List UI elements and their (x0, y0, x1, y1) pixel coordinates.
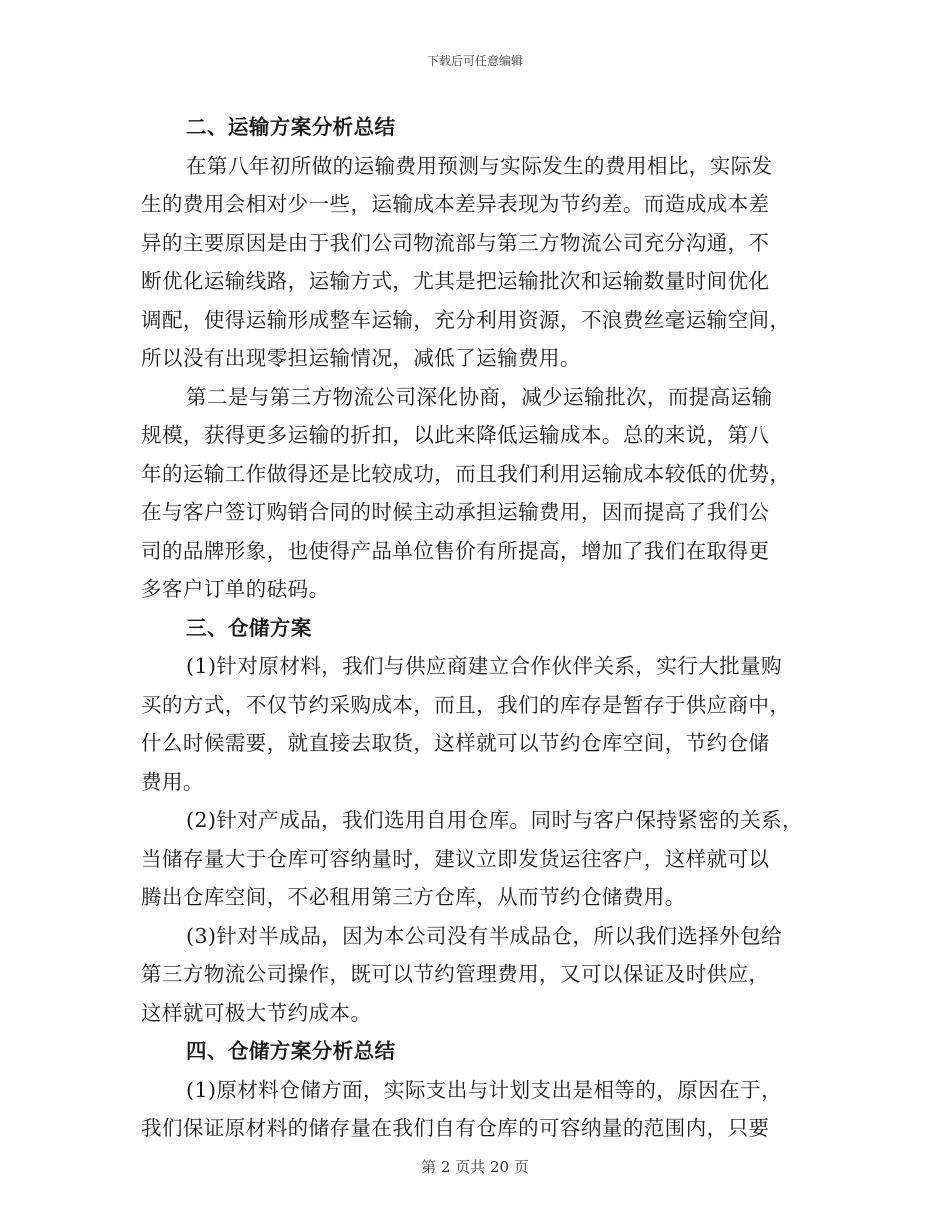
section-heading: 三、仓储方案 (186, 615, 312, 640)
text-line-10: 年的运输工作做得还是比较成功，而且我们利用运输成本较低的优势， (141, 461, 791, 486)
text-line-17: 什么时候需要，就直接去取货，这样就可以节约仓库空间，节约仓储 (141, 731, 770, 755)
text-line-3: 生的费用会相对少一些，运输成本差异表现为节约差。而造成成本差 (141, 192, 770, 216)
section-heading: 四、仓储方案分析总结 (186, 1039, 396, 1063)
text-line-19: (2)针对产成品，我们选用自用仓库。同时与客户保持紧密的关系， (186, 808, 803, 832)
text-line-24: 这样就可极大节约成本。 (141, 1000, 372, 1025)
text-line-23: 第三方物流公司操作，既可以节约管理费用，又可以保证及时供应， (141, 962, 770, 986)
text-line-18: 费用。 (141, 769, 204, 794)
text-line-12: 司的品牌形象，也使得产品单位售价有所提高，增加了我们在取得更 (141, 538, 770, 563)
text-line-26: (1)原材料仓储方面，实际支出与计划支出是相等的，原因在于， (186, 1077, 783, 1102)
text-line-21: 腾出仓库空间，不必租用第三方仓库，从而节约仓储费用。 (141, 885, 686, 909)
text-line-6: 调配，使得运输形成整车运输，充分利用资源，不浪费丝毫运输空间， (141, 307, 791, 332)
text-line-15: (1)针对原材料，我们与供应商建立合作伙伴关系，实行大批量购 (186, 654, 783, 678)
text-line-11: 在与客户签订购销合同的时候主动承担运输费用，因而提高了我们公 (141, 500, 770, 524)
text-line-8: 第二是与第三方物流公司深化协商，减少运输批次，而提高运输 (186, 384, 773, 409)
section-heading: 二、运输方案分析总结 (186, 115, 396, 139)
document-body (141, 108, 811, 1148)
page-footer: 第 2 页共 20 页 (421, 1158, 529, 1176)
text-line-20: 当储存量大于仓库可容纳量时，建议立即发货运往客户，这样就可以 (141, 846, 770, 871)
text-line-9: 规模，获得更多运输的折扣，以此来降低运输成本。总的来说，第八 (141, 423, 770, 447)
text-line-2: 在第八年初所做的运输费用预测与实际发生的费用相比，实际发 (186, 153, 773, 178)
text-line-4: 异的主要原因是由于我们公司物流部与第三方物流公司充分沟通，不 (141, 230, 770, 255)
text-line-5: 断优化运输线路，运输方式，尤其是把运输批次和运输数量时间优化 (141, 269, 770, 293)
text-line-16: 买的方式，不仅节约采购成本，而且，我们的库存是暂存于供应商中， (141, 692, 791, 717)
text-line-13: 多客户订单的砝码。 (141, 577, 330, 601)
text-line-22: (3)针对半成品，因为本公司没有半成品仓，所以我们选择外包给 (186, 923, 783, 948)
text-line-27: 我们保证原材料的储存量在我们自有仓库的可容纳量的范围内，只要 (141, 1116, 770, 1140)
text-line-7: 所以没有出现零担运输情况，减低了运输费用。 (141, 346, 581, 370)
page-header: 下载后可任意编辑 (426, 54, 523, 68)
